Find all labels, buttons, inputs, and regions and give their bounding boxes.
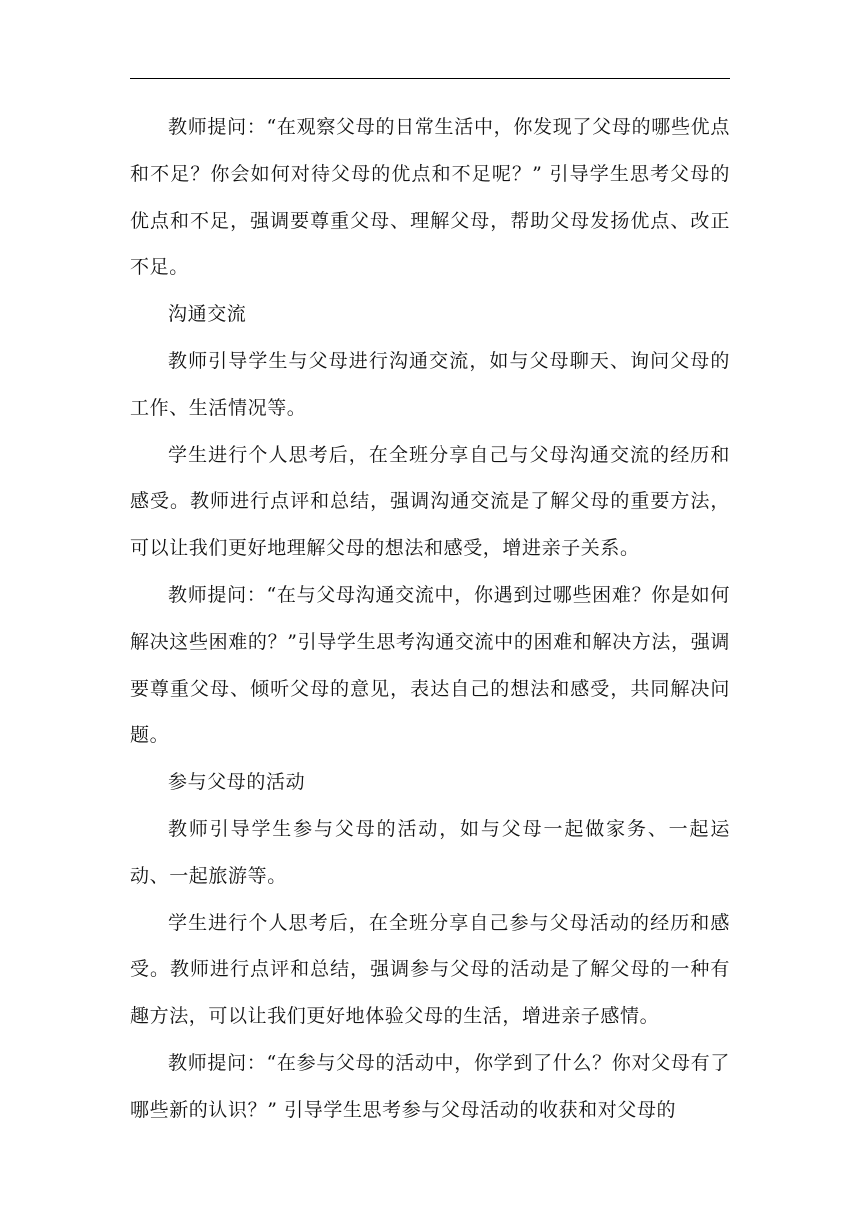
paragraph-communication-question: 教师提问：“在与父母沟通交流中，你遇到过哪些困难？你是如何解决这些困难的？”引导学生思考沟通交流中的困难和解决方法，强调要尊重父母、倾听父母的意见，表达自己的想法和感受，共同解决问题。 bbox=[130, 583, 730, 747]
paragraph-activities-question: 教师提问：“在参与父母的活动中，你学到了什么？你对父母有了哪些新的认识？” 引导学生思考参与父母活动的收获和对父母的 bbox=[130, 1051, 730, 1121]
section-heading-activities: 参与父母的活动 bbox=[168, 771, 306, 794]
paragraph-communication-guide: 教师引导学生与父母进行沟通交流，如与父母聊天、询问父母的工作、生活情况等。 bbox=[130, 349, 730, 419]
header-rule bbox=[130, 78, 730, 79]
paragraph-communication-share: 学生进行个人思考后，在全班分享自己与父母沟通交流的经历和感受。教师进行点评和总结，强调沟通交流是了解父母的重要方法，可以让我们更好地理解父母的想法和感受，增进亲子关系。 bbox=[130, 443, 730, 560]
paragraph-activities-guide: 教师引导学生参与父母的活动，如与父母一起做家务、一起运动、一起旅游等。 bbox=[130, 817, 730, 887]
paragraph-observe-question: 教师提问：“在观察父母的日常生活中，你发现了父母的哪些优点和不足？你会如何对待父母的优点和不足呢？” 引导学生思考父母的优点和不足，强调要尊重父母、理解父母，帮助父母发扬优点、改正不足。 bbox=[130, 116, 730, 279]
section-heading-communication: 沟通交流 bbox=[168, 303, 247, 326]
body-text bbox=[130, 104, 730, 1134]
paragraph-activities-share: 学生进行个人思考后，在全班分享自己参与父母活动的经历和感受。教师进行点评和总结，强调参与父母的活动是了解父母的一种有趣方法，可以让我们更好地体验父母的生活，增进亲子感情。 bbox=[130, 911, 730, 1028]
